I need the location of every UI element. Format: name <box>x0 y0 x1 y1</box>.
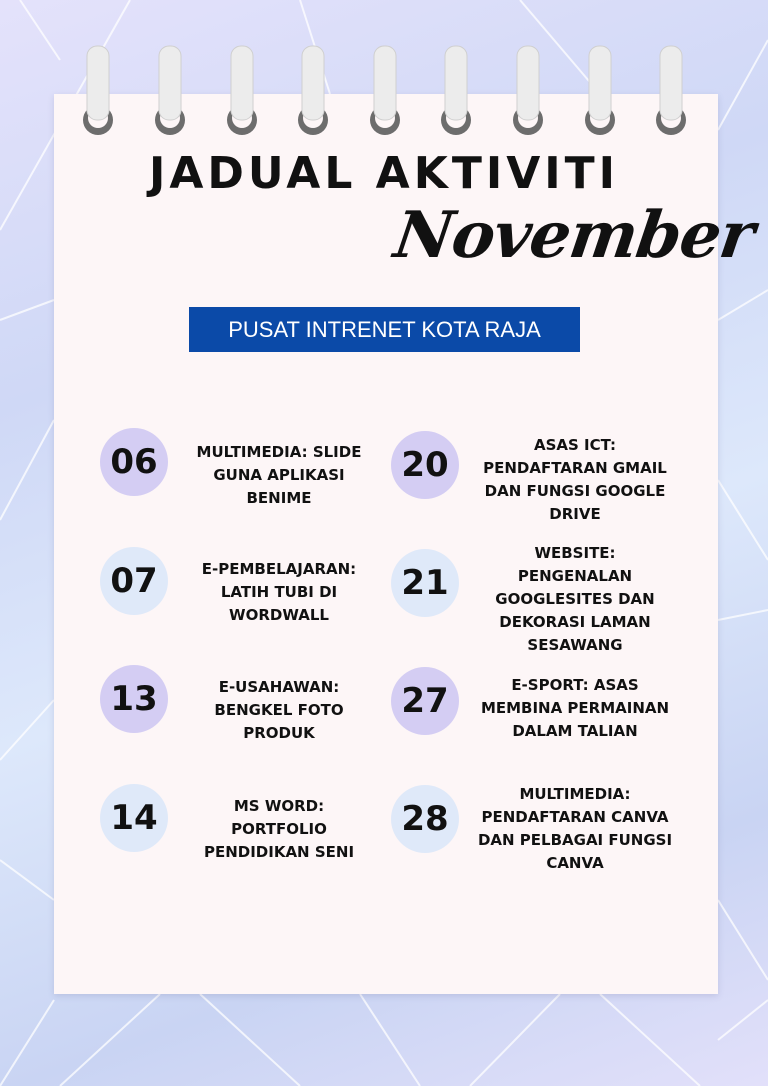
activity-text: WEBSITE: PENGENALAN GOOGLESITES DAN DEKORASI LAMAN SESAWANG <box>495 544 655 654</box>
activity-text: E-SPORT: ASAS MEMBINA PERMAINAN DALAM TALIAN <box>480 676 670 740</box>
page-title: JADUAL AKTIVITI <box>148 148 620 199</box>
activity-text: MULTIMEDIA: PENDAFTARAN CANVA DAN PELBAGAI FUNGSI CANVA <box>477 785 673 872</box>
day-circle: 07 <box>100 547 168 615</box>
activity-text: E-PEMBELAJARAN: LATIH TUBI DI WORDWALL <box>201 560 357 624</box>
day-circle: 06 <box>100 428 168 496</box>
day-circle: 21 <box>391 549 459 617</box>
activity-text: E-USAHAWAN: BENGKEL FOTO PRODUK <box>214 678 344 742</box>
ring-icon <box>83 46 113 135</box>
day-circle: 27 <box>391 667 459 735</box>
ring-icon <box>513 46 543 135</box>
activity-text: MULTIMEDIA: SLIDE GUNA APLIKASI BENIME <box>196 443 362 507</box>
day-circle: 13 <box>100 665 168 733</box>
ring-icon <box>298 46 328 135</box>
ring-icon <box>656 46 686 135</box>
ring-icon <box>227 46 257 135</box>
day-circle: 20 <box>391 431 459 499</box>
ring-icon <box>155 46 185 135</box>
spiral-binding <box>0 0 768 150</box>
day-circle: 28 <box>391 785 459 853</box>
activity-text: ASAS ICT: PENDAFTARAN GMAIL DAN FUNGSI GOOGLE DRIVE <box>483 436 667 523</box>
activity-text: MS WORD: PORTFOLIO PENDIDIKAN SENI <box>203 797 355 861</box>
ring-icon <box>370 46 400 135</box>
ring-icon <box>585 46 615 135</box>
day-circle: 14 <box>100 784 168 852</box>
ring-icon <box>441 46 471 135</box>
month-heading: November <box>389 198 759 273</box>
organizer-banner: PUSAT INTRENET KOTA RAJA <box>189 307 580 352</box>
